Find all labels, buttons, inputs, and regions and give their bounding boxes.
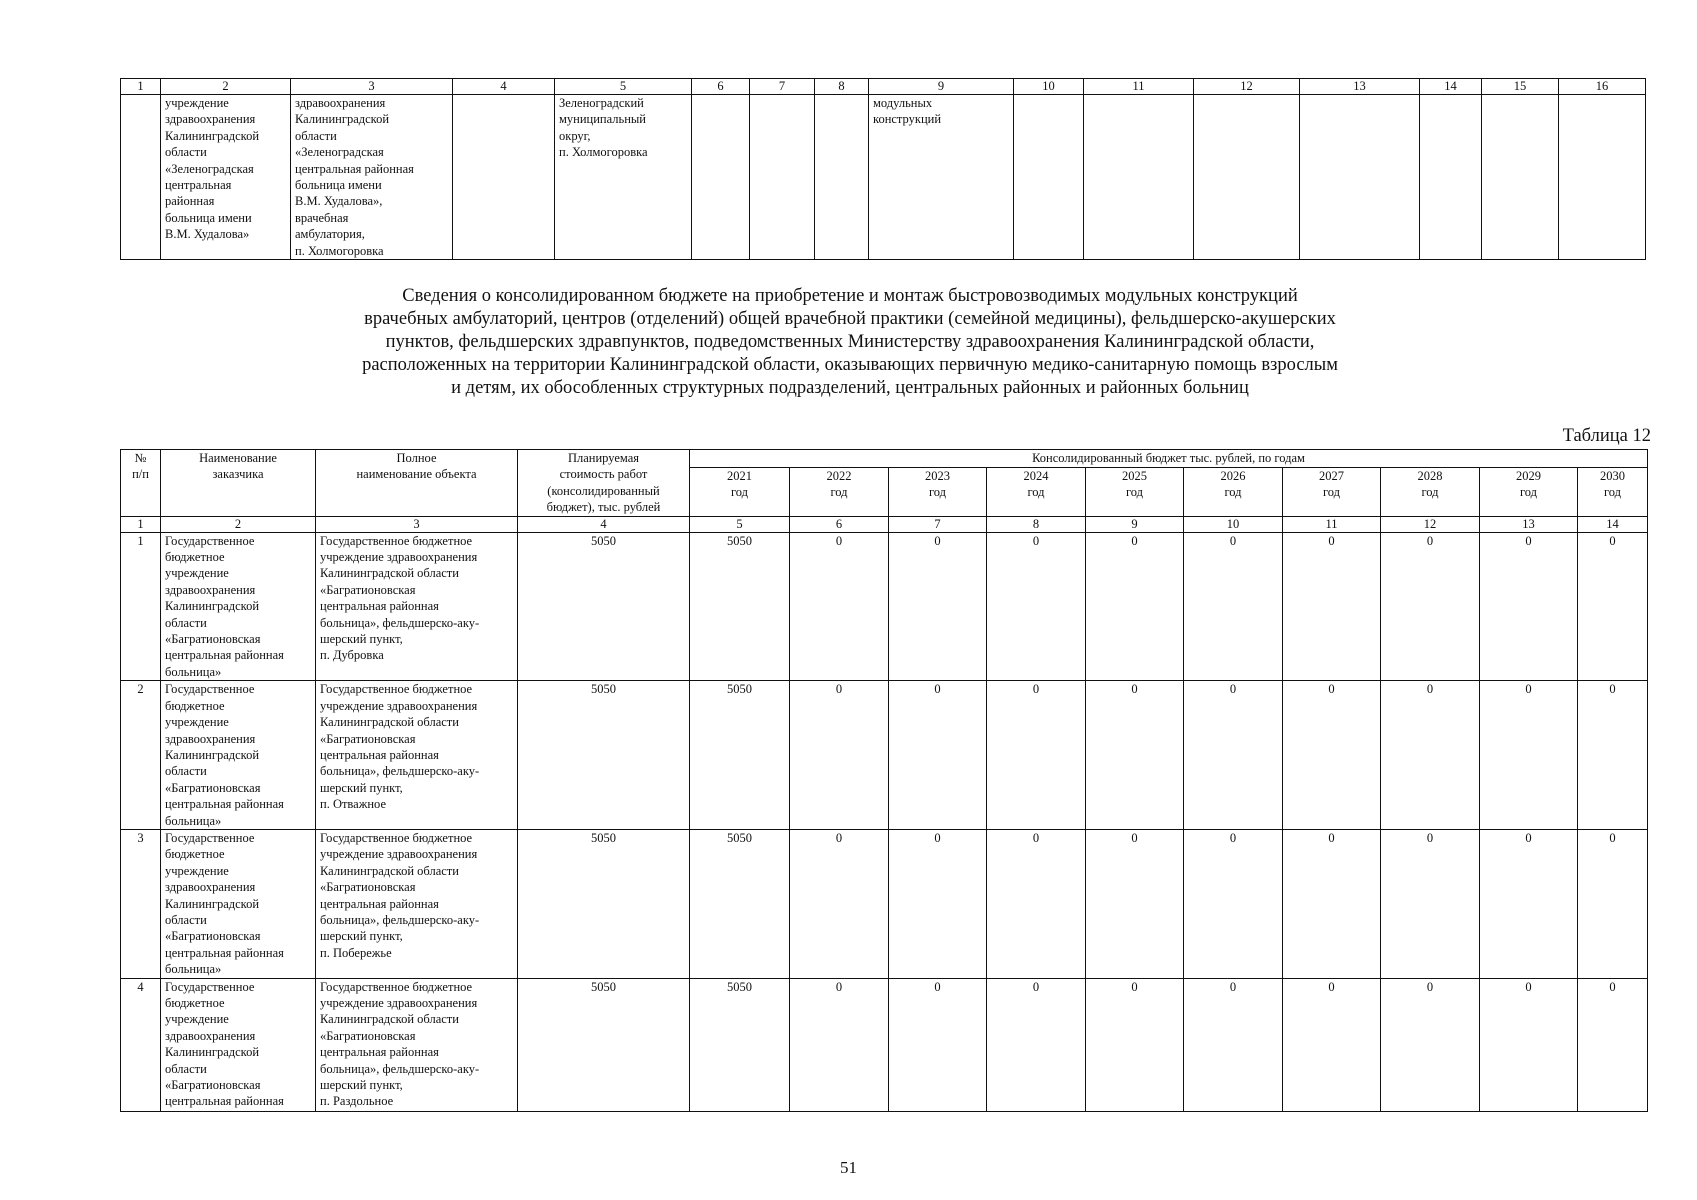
column-number: 12 — [1381, 516, 1480, 532]
table-row — [121, 95, 1646, 260]
column-number: 9 — [869, 79, 1014, 95]
cell-num: 3 — [121, 829, 161, 978]
cell-year-value: 5050 — [690, 829, 790, 978]
cell-year-value: 0 — [790, 978, 889, 1111]
cell-year-value: 0 — [987, 829, 1086, 978]
cell-year-value: 0 — [1480, 532, 1578, 681]
cell-year-value: 0 — [1086, 532, 1184, 681]
column-number: 4 — [518, 516, 690, 532]
table-row — [121, 681, 1648, 830]
cell-year-value: 0 — [1086, 681, 1184, 830]
cell-empty — [1194, 95, 1300, 260]
column-number: 8 — [987, 516, 1086, 532]
cell-year-value: 0 — [1283, 829, 1381, 978]
cell-empty — [692, 95, 750, 260]
cell-year-value: 0 — [1283, 978, 1381, 1111]
column-number-row — [121, 516, 1648, 532]
header-row — [121, 450, 1648, 468]
cell-num: 2 — [121, 681, 161, 830]
cell-empty — [1014, 95, 1084, 260]
column-number: 1 — [121, 516, 161, 532]
cell-num: 1 — [121, 532, 161, 681]
header-year: 2027 год — [1283, 467, 1381, 516]
table-row — [121, 532, 1648, 681]
cell-work-type: модульных конструкций — [869, 95, 1014, 260]
cell-year-value: 0 — [1381, 532, 1480, 681]
table-label: Таблица 12 — [1562, 426, 1651, 446]
cell-customer: учреждение здравоохранения Калининградской области «Зеленоградская центральная районная больница имени В.М. Худалова» — [161, 95, 291, 260]
continuation-table — [120, 78, 1646, 260]
cell-year-value: 5050 — [690, 681, 790, 830]
header-year: 2023 год — [889, 467, 987, 516]
document-title: Сведения о консолидированном бюджете на приобретение и монтаж быстровозводимых модульных конструкций врачебных амбулаторий, центров (отделений) общей врачебной практики (семейной медицины), фельдшерско-акушерских пунктов, фельдшерских здравпунктов, подведомственных Министерству здравоохранения Калининградской области, расположенных на территории Калининградской области, оказывающих первичную медико-санитарную помощь взрослым и детям, их обособленных структурных подразделений, центральных районных и районных больниц — [362, 286, 1338, 398]
cell-empty — [1482, 95, 1559, 260]
header-year: 2029 год — [1480, 467, 1578, 516]
table-row — [121, 978, 1648, 1111]
header-object: Полное наименование объекта — [316, 450, 518, 517]
cell-customer: Государственное бюджетное учреждение здравоохранения Калининградской области «Багратионовская центральная районная больница» — [161, 681, 316, 830]
header-year: 2030 год — [1578, 467, 1648, 516]
cell-year-value: 0 — [1480, 829, 1578, 978]
cell-empty — [1420, 95, 1482, 260]
table-row — [121, 829, 1648, 978]
cell-year-value: 0 — [1578, 681, 1648, 830]
column-number: 5 — [690, 516, 790, 532]
column-number: 2 — [161, 516, 316, 532]
header-cost: Планируемая стоимость работ (консолидированный бюджет), тыс. рублей — [518, 450, 690, 517]
cell-object: Государственное бюджетное учреждение здравоохранения Калининградской области «Багратионовская центральная районная больница», фельдшерско-аку- шерский пункт, п. Раздольное — [316, 978, 518, 1111]
cell-year-value: 0 — [889, 978, 987, 1111]
cell-year-value: 0 — [790, 532, 889, 681]
column-number: 10 — [1014, 79, 1084, 95]
budget-table — [120, 449, 1648, 1112]
cell-year-value: 5050 — [690, 978, 790, 1111]
column-number: 9 — [1086, 516, 1184, 532]
cell-object: Государственное бюджетное учреждение здравоохранения Калининградской области «Багратионовская центральная районная больница», фельдшерско-аку- шерский пункт, п. Дубровка — [316, 532, 518, 681]
cell-empty — [815, 95, 869, 260]
cell-year-value: 0 — [1578, 978, 1648, 1111]
cell-year-value: 0 — [1086, 978, 1184, 1111]
cell-year-value: 0 — [1184, 532, 1283, 681]
cell-object: здравоохранения Калининградской области «Зеленоградская центральная районная больница имени В.М. Худалова», врачебная амбулатория, п. Холмогоровка — [291, 95, 453, 260]
cell-year-value: 0 — [1381, 681, 1480, 830]
cell-year-value: 0 — [1283, 532, 1381, 681]
cell-location: Зеленоградский муниципальный округ, п. Холмогоровка — [555, 95, 692, 260]
cell-year-value: 0 — [790, 829, 889, 978]
column-number: 3 — [291, 79, 453, 95]
cell-empty — [453, 95, 555, 260]
cell-year-value: 0 — [1480, 681, 1578, 830]
cell-empty — [1084, 95, 1194, 260]
column-number: 1 — [121, 79, 161, 95]
cell-year-value: 0 — [1184, 681, 1283, 830]
cell-customer: Государственное бюджетное учреждение здравоохранения Калининградской области «Багратионовская центральная районная — [161, 978, 316, 1111]
column-number: 7 — [889, 516, 987, 532]
cell-year-value: 0 — [987, 532, 1086, 681]
column-number: 3 — [316, 516, 518, 532]
cell-year-value: 0 — [790, 681, 889, 830]
column-number: 6 — [790, 516, 889, 532]
cell-customer: Государственное бюджетное учреждение здравоохранения Калининградской области «Багратионовская центральная районная больница» — [161, 829, 316, 978]
cell-year-value: 0 — [1578, 532, 1648, 681]
cell-year-value: 0 — [1086, 829, 1184, 978]
cell-object: Государственное бюджетное учреждение здравоохранения Калининградской области «Багратионовская центральная районная больница», фельдшерско-аку- шерский пункт, п. Отважное — [316, 681, 518, 830]
cell-num — [121, 95, 161, 260]
column-number: 14 — [1420, 79, 1482, 95]
cell-year-value: 0 — [1184, 829, 1283, 978]
cell-cost: 5050 — [518, 829, 690, 978]
header-year: 2028 год — [1381, 467, 1480, 516]
cell-year-value: 0 — [1283, 681, 1381, 830]
column-number: 13 — [1480, 516, 1578, 532]
cell-num: 4 — [121, 978, 161, 1111]
column-number: 10 — [1184, 516, 1283, 532]
column-number: 4 — [453, 79, 555, 95]
cell-year-value: 0 — [1184, 978, 1283, 1111]
cell-empty — [1300, 95, 1420, 260]
column-number: 2 — [161, 79, 291, 95]
page-number: 51 — [840, 1158, 857, 1177]
cell-year-value: 0 — [987, 978, 1086, 1111]
cell-cost: 5050 — [518, 978, 690, 1111]
header-year: 2022 год — [790, 467, 889, 516]
column-number: 11 — [1283, 516, 1381, 532]
header-year: 2025 год — [1086, 467, 1184, 516]
column-number: 5 — [555, 79, 692, 95]
cell-object: Государственное бюджетное учреждение здравоохранения Калининградской области «Багратионовская центральная районная больница», фельдшерско-аку- шерский пункт, п. Побережье — [316, 829, 518, 978]
cell-year-value: 0 — [1578, 829, 1648, 978]
cell-year-value: 0 — [889, 681, 987, 830]
column-number: 7 — [750, 79, 815, 95]
cell-year-value: 0 — [1480, 978, 1578, 1111]
cell-year-value: 0 — [1381, 829, 1480, 978]
cell-cost: 5050 — [518, 681, 690, 830]
column-number-row — [121, 79, 1646, 95]
cell-empty — [750, 95, 815, 260]
column-number: 12 — [1194, 79, 1300, 95]
column-number: 15 — [1482, 79, 1559, 95]
cell-customer: Государственное бюджетное учреждение здравоохранения Калининградской области «Багратионовская центральная районная больница» — [161, 532, 316, 681]
cell-year-value: 0 — [987, 681, 1086, 830]
cell-cost: 5050 — [518, 532, 690, 681]
cell-empty — [1559, 95, 1646, 260]
header-num: № п/п — [121, 450, 161, 517]
column-number: 6 — [692, 79, 750, 95]
header-budget-group: Консолидированный бюджет тыс. рублей, по годам — [690, 450, 1648, 468]
cell-year-value: 0 — [889, 829, 987, 978]
column-number: 8 — [815, 79, 869, 95]
cell-year-value: 5050 — [690, 532, 790, 681]
header-year: 2021 год — [690, 467, 790, 516]
cell-year-value: 0 — [889, 532, 987, 681]
header-customer: Наименование заказчика — [161, 450, 316, 517]
header-year: 2024 год — [987, 467, 1086, 516]
cell-year-value: 0 — [1381, 978, 1480, 1111]
column-number: 11 — [1084, 79, 1194, 95]
column-number: 13 — [1300, 79, 1420, 95]
column-number: 14 — [1578, 516, 1648, 532]
column-number: 16 — [1559, 79, 1646, 95]
header-year: 2026 год — [1184, 467, 1283, 516]
